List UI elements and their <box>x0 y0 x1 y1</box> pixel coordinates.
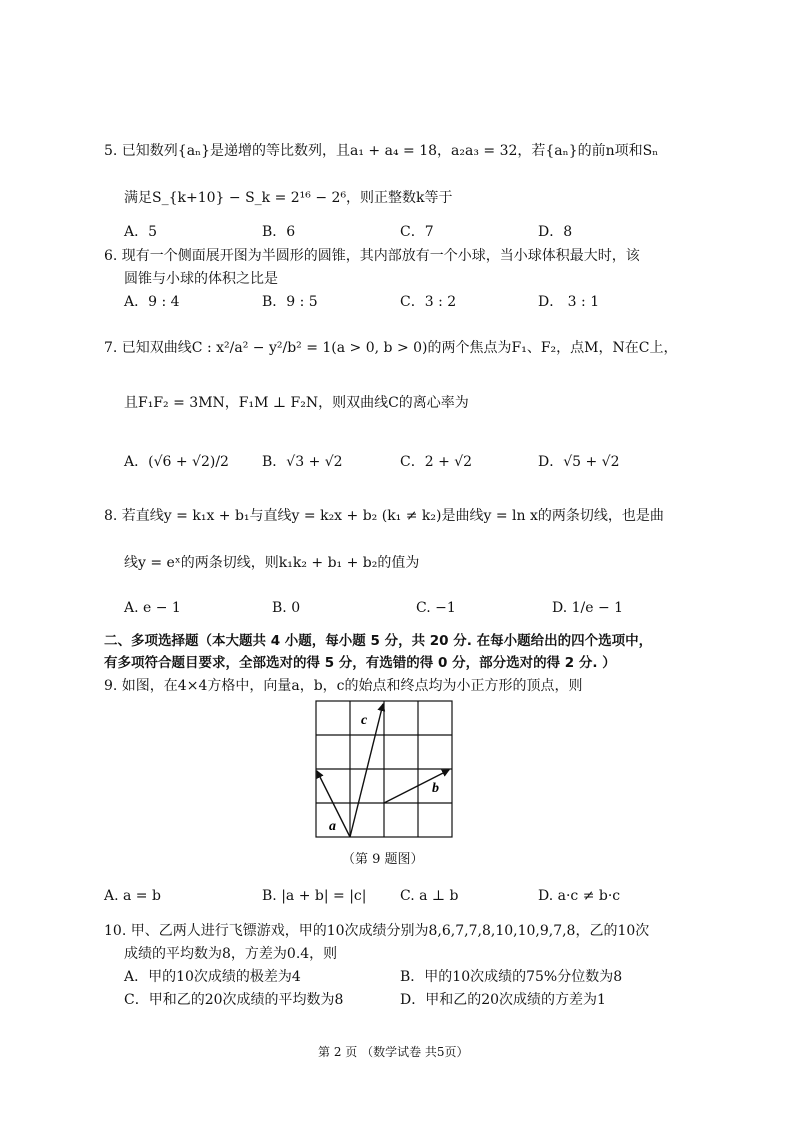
q6-option-c: C．3 : 2 <box>400 294 457 310</box>
q5-option-a: A．5 <box>124 224 158 240</box>
q8-option-b: B. 0 <box>272 600 301 616</box>
q6-stem-line2: 圆锥与小球的体积之比是 <box>124 271 278 287</box>
q6-option-b: B．9 : 5 <box>262 294 318 310</box>
q7-option-c: C．2 + √2 <box>400 454 473 470</box>
q9-option-c: C. a ⊥ b <box>400 888 459 904</box>
q6-option-a: A．9 : 4 <box>124 294 180 310</box>
q8-option-a: A. e − 1 <box>124 600 181 616</box>
q7-option-d: D．√5 + √2 <box>538 454 620 470</box>
q9-option-a: A. a = b <box>104 888 161 904</box>
q10-option-d: D．甲和乙的20次成绩的方差为1 <box>400 992 606 1008</box>
page-footer: 第 2 页 （数学试卷 共5页） <box>318 1045 469 1059</box>
q10-option-b: B．甲的10次成绩的75%分位数为8 <box>400 969 623 985</box>
q7-stem-line1: 7. 已知双曲线C : x²/a² − y²/b² = 1(a > 0, b > 0)的两个焦点为F₁、F₂，点M，N在C上， <box>104 340 678 356</box>
q8-stem-line2: 线y = eˣ的两条切线，则k₁k₂ + b₁ + b₂的值为 <box>124 555 420 571</box>
q6-stem-line1: 6. 现有一个侧面展开图为半圆形的圆锥，其内部放有一个小球，当小球体积最大时，该 <box>104 248 640 264</box>
q9-figure-caption: （第 9 题图） <box>342 852 424 867</box>
vector-b <box>384 770 449 803</box>
grid-lines <box>316 701 452 837</box>
q10-stem-line1: 10. 甲、乙两人进行飞镖游戏，甲的10次成绩分别为8,6,7,7,8,10,10,9,7,8，乙的10次 <box>104 923 650 939</box>
q9-stem-line1: 9. 如图，在4×4方格中，向量a，b，c的始点和终点均为小正方形的顶点，则 <box>104 678 583 694</box>
q9-option-b: B. |a + b| = |c| <box>262 888 367 904</box>
q10-stem-line2: 成绩的平均数为8，方差为0.4，则 <box>124 946 338 962</box>
label-b: b <box>432 781 439 796</box>
q5-option-c: C．7 <box>400 224 434 240</box>
section2-heading-line1: 二、多项选择题（本大题共 4 小题，每小题 5 分，共 20 分. 在每小题给出的四个选项中， <box>104 633 653 649</box>
q5-option-b: B．6 <box>262 224 296 240</box>
q6-option-d: D． 3 : 1 <box>538 294 600 310</box>
label-c: c <box>361 713 368 728</box>
label-a: a <box>329 819 336 834</box>
q9-grid-figure <box>315 700 453 838</box>
section2-heading-line2: 有多项符合题目要求，全部选对的得 5 分，有选错的得 0 分，部分选对的得 2 分. ） <box>104 655 616 671</box>
q9-option-d: D. a·c ≠ b·c <box>538 888 621 904</box>
q8-stem-line1: 8. 若直线y = k₁x + b₁与直线y = k₂x + b₂ (k₁ ≠ k₂)是曲线y = ln x的两条切线，也是曲 <box>104 508 664 524</box>
q10-option-a: A．甲的10次成绩的极差为4 <box>124 969 301 985</box>
q5-stem-line1: 5. 已知数列{aₙ}是递增的等比数列，且a₁ + a₄ = 18，a₂a₃ = 32，若{aₙ}的前n项和Sₙ <box>104 143 659 159</box>
q7-option-a: A．(√6 + √2)/2 <box>124 454 229 470</box>
q5-option-d: D．8 <box>538 224 573 240</box>
q7-stem-line2: 且F₁F₂ = 3MN，F₁M ⊥ F₂N，则双曲线C的离心率为 <box>124 395 469 411</box>
q8-option-d: D. 1/e − 1 <box>552 600 624 616</box>
q8-option-c: C. −1 <box>416 600 456 616</box>
q5-stem-line2: 满足S_{k+10} − S_k = 2¹⁶ − 2⁶，则正整数k等于 <box>124 190 453 206</box>
q7-option-b: B．√3 + √2 <box>262 454 343 470</box>
q10-option-c: C．甲和乙的20次成绩的平均数为8 <box>124 992 344 1008</box>
